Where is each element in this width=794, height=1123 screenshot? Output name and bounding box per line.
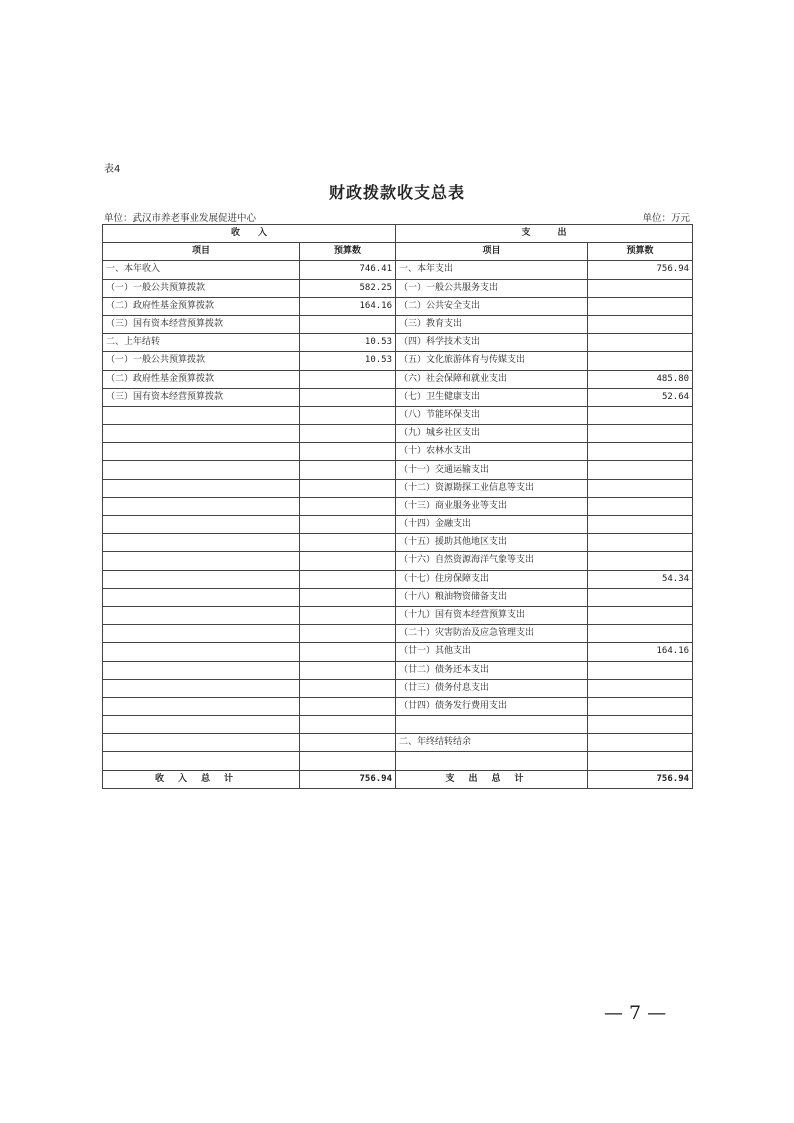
table-row — [103, 588, 693, 606]
expense-value-cell: 756.94 — [588, 261, 693, 279]
expense-value-cell — [588, 334, 693, 352]
income-value-cell — [300, 388, 396, 406]
expense-value-cell — [588, 534, 693, 552]
income-item-cell — [103, 552, 300, 570]
table-row — [103, 625, 693, 643]
unit-organization: 单位：武汉市养老事业发展促进中心 — [104, 213, 257, 224]
table-row — [103, 279, 693, 297]
expense-item-cell: （二十）灾害防治及应急管理支出 — [396, 625, 588, 643]
expense-value-cell — [588, 297, 693, 315]
table-row — [103, 679, 693, 697]
table-row — [103, 534, 693, 552]
table-row — [103, 425, 693, 443]
income-value-cell — [300, 497, 396, 515]
income-item-cell — [103, 734, 300, 752]
expense-item-cell: （十二）资源勘探工业信息等支出 — [396, 479, 588, 497]
expense-value-cell — [588, 352, 693, 370]
table-row — [103, 606, 693, 624]
income-value-cell — [300, 425, 396, 443]
expense-item-cell: （廿一）其他支出 — [396, 643, 588, 661]
expense-item-cell: （八）节能环保支出 — [396, 406, 588, 424]
table-row — [103, 661, 693, 679]
expense-item-cell: （十六）自然资源海洋气象等支出 — [396, 552, 588, 570]
expense-item-cell: （七）卫生健康支出 — [396, 388, 588, 406]
income-value-cell — [300, 643, 396, 661]
expense-item-header: 项目 — [396, 243, 588, 261]
income-value-cell: 582.25 — [300, 279, 396, 297]
expense-item-cell: （十五）援助其他地区支出 — [396, 534, 588, 552]
expense-item-cell: （五）文化旅游体育与传媒支出 — [396, 352, 588, 370]
income-value-cell — [300, 606, 396, 624]
expense-item-cell: （十四）金融支出 — [396, 516, 588, 534]
income-item-cell — [103, 406, 300, 424]
expense-value-cell: 164.16 — [588, 643, 693, 661]
income-item-cell — [103, 461, 300, 479]
income-item-cell — [103, 516, 300, 534]
expense-value-cell: 485.80 — [588, 370, 693, 388]
expense-item-cell: （十一）交通运输支出 — [396, 461, 588, 479]
table-row — [103, 443, 693, 461]
table-row — [103, 461, 693, 479]
income-item-cell — [103, 606, 300, 624]
income-item-cell — [103, 643, 300, 661]
expense-value-cell — [588, 461, 693, 479]
table-row — [103, 497, 693, 515]
table-row — [103, 716, 693, 734]
income-value-cell — [300, 679, 396, 697]
income-value-cell — [300, 570, 396, 588]
income-item-cell — [103, 697, 300, 715]
income-section-header: 收 入 — [103, 225, 396, 243]
section-header-row — [103, 225, 693, 243]
income-value-cell — [300, 534, 396, 552]
expense-total-label: 支出总计 — [396, 770, 588, 788]
table-body — [103, 261, 693, 770]
income-item-cell: （二）政府性基金预算拨款 — [103, 297, 300, 315]
table-row — [103, 570, 693, 588]
table-row — [103, 697, 693, 715]
income-item-cell: 一、本年收入 — [103, 261, 300, 279]
expense-item-cell: （廿四）债务发行费用支出 — [396, 697, 588, 715]
income-value-cell — [300, 370, 396, 388]
expense-item-cell — [396, 716, 588, 734]
expense-item-cell: （十七）住房保障支出 — [396, 570, 588, 588]
totals-row — [103, 770, 693, 788]
expense-item-cell: （三）教育支出 — [396, 315, 588, 333]
expense-value-cell — [588, 497, 693, 515]
expense-budget-header: 预算数 — [588, 243, 693, 261]
income-budget-header: 预算数 — [300, 243, 396, 261]
expense-item-cell: （十）农林水支出 — [396, 443, 588, 461]
income-total-label: 收入总计 — [103, 770, 300, 788]
income-item-cell — [103, 425, 300, 443]
table-row — [103, 352, 693, 370]
expense-value-cell — [588, 734, 693, 752]
expense-value-cell — [588, 606, 693, 624]
income-value-cell — [300, 734, 396, 752]
expense-value-cell — [588, 752, 693, 770]
income-item-cell — [103, 752, 300, 770]
unit-currency: 单位：万元 — [642, 213, 690, 224]
expense-item-cell: 二、年终结转结余 — [396, 734, 588, 752]
table-row — [103, 752, 693, 770]
income-value-cell — [300, 406, 396, 424]
expense-value-cell — [588, 588, 693, 606]
income-value-cell — [300, 752, 396, 770]
table-row — [103, 388, 693, 406]
income-item-cell: （三）国有资本经营预算拨款 — [103, 315, 300, 333]
income-item-header: 项目 — [103, 243, 300, 261]
table-row — [103, 516, 693, 534]
expense-value-cell — [588, 516, 693, 534]
income-value-cell — [300, 479, 396, 497]
income-value-cell — [300, 716, 396, 734]
table-row — [103, 479, 693, 497]
table-row — [103, 261, 693, 279]
expense-item-cell: （九）城乡社区支出 — [396, 425, 588, 443]
income-value-cell: 10.53 — [300, 352, 396, 370]
income-item-cell — [103, 661, 300, 679]
expense-section-header: 支 出 — [396, 225, 693, 243]
income-value-cell: 10.53 — [300, 334, 396, 352]
table-row — [103, 552, 693, 570]
expense-value-cell — [588, 425, 693, 443]
expense-item-cell: （一）一般公共服务支出 — [396, 279, 588, 297]
expense-value-cell: 52.64 — [588, 388, 693, 406]
finance-table — [102, 224, 693, 789]
income-item-cell — [103, 716, 300, 734]
income-value-cell — [300, 461, 396, 479]
page-title: 财政拨款收支总表 — [328, 183, 465, 202]
income-item-cell — [103, 588, 300, 606]
income-value-cell — [300, 588, 396, 606]
income-item-cell — [103, 570, 300, 588]
expense-value-cell — [588, 406, 693, 424]
expense-item-cell: （廿二）债务还本支出 — [396, 661, 588, 679]
expense-value-cell — [588, 716, 693, 734]
expense-value-cell — [588, 279, 693, 297]
expense-item-cell: （二）公共安全支出 — [396, 297, 588, 315]
expense-item-cell: （廿三）债务付息支出 — [396, 679, 588, 697]
expense-value-cell — [588, 679, 693, 697]
expense-value-cell — [588, 443, 693, 461]
income-value-cell — [300, 443, 396, 461]
income-item-cell — [103, 497, 300, 515]
expense-value-cell — [588, 479, 693, 497]
expense-value-cell — [588, 315, 693, 333]
expense-value-cell — [588, 661, 693, 679]
column-header-row — [103, 243, 693, 261]
table-row — [103, 406, 693, 424]
expense-value-cell: 54.34 — [588, 570, 693, 588]
income-item-cell — [103, 443, 300, 461]
table-row — [103, 643, 693, 661]
income-value-cell: 164.16 — [300, 297, 396, 315]
table-row — [103, 315, 693, 333]
income-item-cell — [103, 679, 300, 697]
income-item-cell: （一）一般公共预算拨款 — [103, 352, 300, 370]
expense-item-cell: （四）科学技术支出 — [396, 334, 588, 352]
income-value-cell — [300, 697, 396, 715]
income-item-cell — [103, 625, 300, 643]
expense-item-cell: （十九）国有资本经营预算支出 — [396, 606, 588, 624]
income-item-cell — [103, 534, 300, 552]
expense-item-cell — [396, 752, 588, 770]
income-value-cell — [300, 516, 396, 534]
expense-value-cell — [588, 625, 693, 643]
income-item-cell: （二）政府性基金预算拨款 — [103, 370, 300, 388]
income-value-cell — [300, 625, 396, 643]
expense-item-cell: （六）社会保障和就业支出 — [396, 370, 588, 388]
income-total-value: 756.94 — [300, 770, 396, 788]
table-row — [103, 370, 693, 388]
expense-value-cell — [588, 552, 693, 570]
expense-total-value: 756.94 — [588, 770, 693, 788]
income-item-cell — [103, 479, 300, 497]
expense-item-cell: （十三）商业服务业等支出 — [396, 497, 588, 515]
expense-item-cell: （十八）粮油物资储备支出 — [396, 588, 588, 606]
income-item-cell: （三）国有资本经营预算拨款 — [103, 388, 300, 406]
table-row — [103, 334, 693, 352]
income-value-cell — [300, 552, 396, 570]
income-item-cell: （一）一般公共预算拨款 — [103, 279, 300, 297]
income-value-cell — [300, 315, 396, 333]
table-row — [103, 734, 693, 752]
income-value-cell: 746.41 — [300, 261, 396, 279]
expense-item-cell: 一、本年支出 — [396, 261, 588, 279]
page-number: — 7 — — [604, 1002, 667, 1024]
table-label: 表4 — [104, 164, 121, 175]
table-row — [103, 297, 693, 315]
income-item-cell: 二、上年结转 — [103, 334, 300, 352]
income-value-cell — [300, 661, 396, 679]
expense-value-cell — [588, 697, 693, 715]
